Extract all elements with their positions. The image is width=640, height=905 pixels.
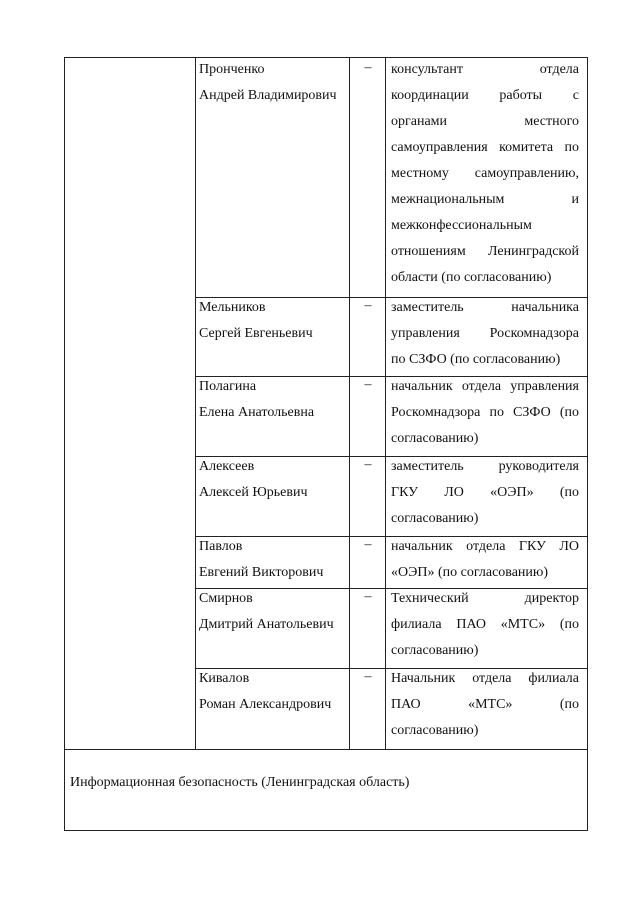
- dash: –: [364, 669, 372, 684]
- member-position: заместитель руководителя ГКУ ЛО «ОЭП» (по согласованию): [391, 459, 579, 526]
- member-position: Технический директор филиала ПАО «МТС» (по согласованию): [391, 591, 579, 658]
- dash: –: [364, 457, 372, 472]
- member-name: Мельников Сергей Евгеньевич: [199, 300, 313, 341]
- dash: –: [364, 377, 372, 392]
- col-divider-3: [385, 57, 386, 749]
- member-position: Начальник отдела филиала ПАО «МТС» (по согласованию): [391, 671, 579, 738]
- section-divider: [64, 749, 588, 750]
- dash: –: [364, 537, 372, 552]
- member-name: Кивалов Роман Александрович: [199, 671, 332, 712]
- dash: –: [364, 298, 372, 313]
- member-name: Смирнов Дмитрий Анатольевич: [199, 591, 334, 632]
- col-divider-2: [349, 57, 350, 749]
- section-title: Информационная безопасность (Ленинградская область): [70, 775, 410, 790]
- member-name: Алексеев Алексей Юрьевич: [199, 459, 308, 500]
- member-name: Пронченко Андрей Владимирович: [199, 62, 337, 103]
- member-name: Полагина Елена Анатольевна: [199, 379, 315, 420]
- member-position: начальник отдела ГКУ ЛО «ОЭП» (по согласованию): [391, 539, 579, 580]
- dash: –: [364, 60, 372, 75]
- col-divider-1: [195, 57, 196, 749]
- member-position: начальник отдела управления Роскомнадзора по СЗФО (по согласованию): [391, 379, 579, 446]
- member-name: Павлов Евгений Викторович: [199, 539, 324, 580]
- member-position: заместитель начальника управления Роскомнадзора по СЗФО (по согласованию): [391, 300, 579, 367]
- dash: –: [364, 589, 372, 604]
- member-position: консультант отдела координации работы с органами местного самоуправления комитета по местному самоуправлению, межнациональным и межконфессиональным отношениям Ленинградской области (по согласованию): [391, 62, 579, 285]
